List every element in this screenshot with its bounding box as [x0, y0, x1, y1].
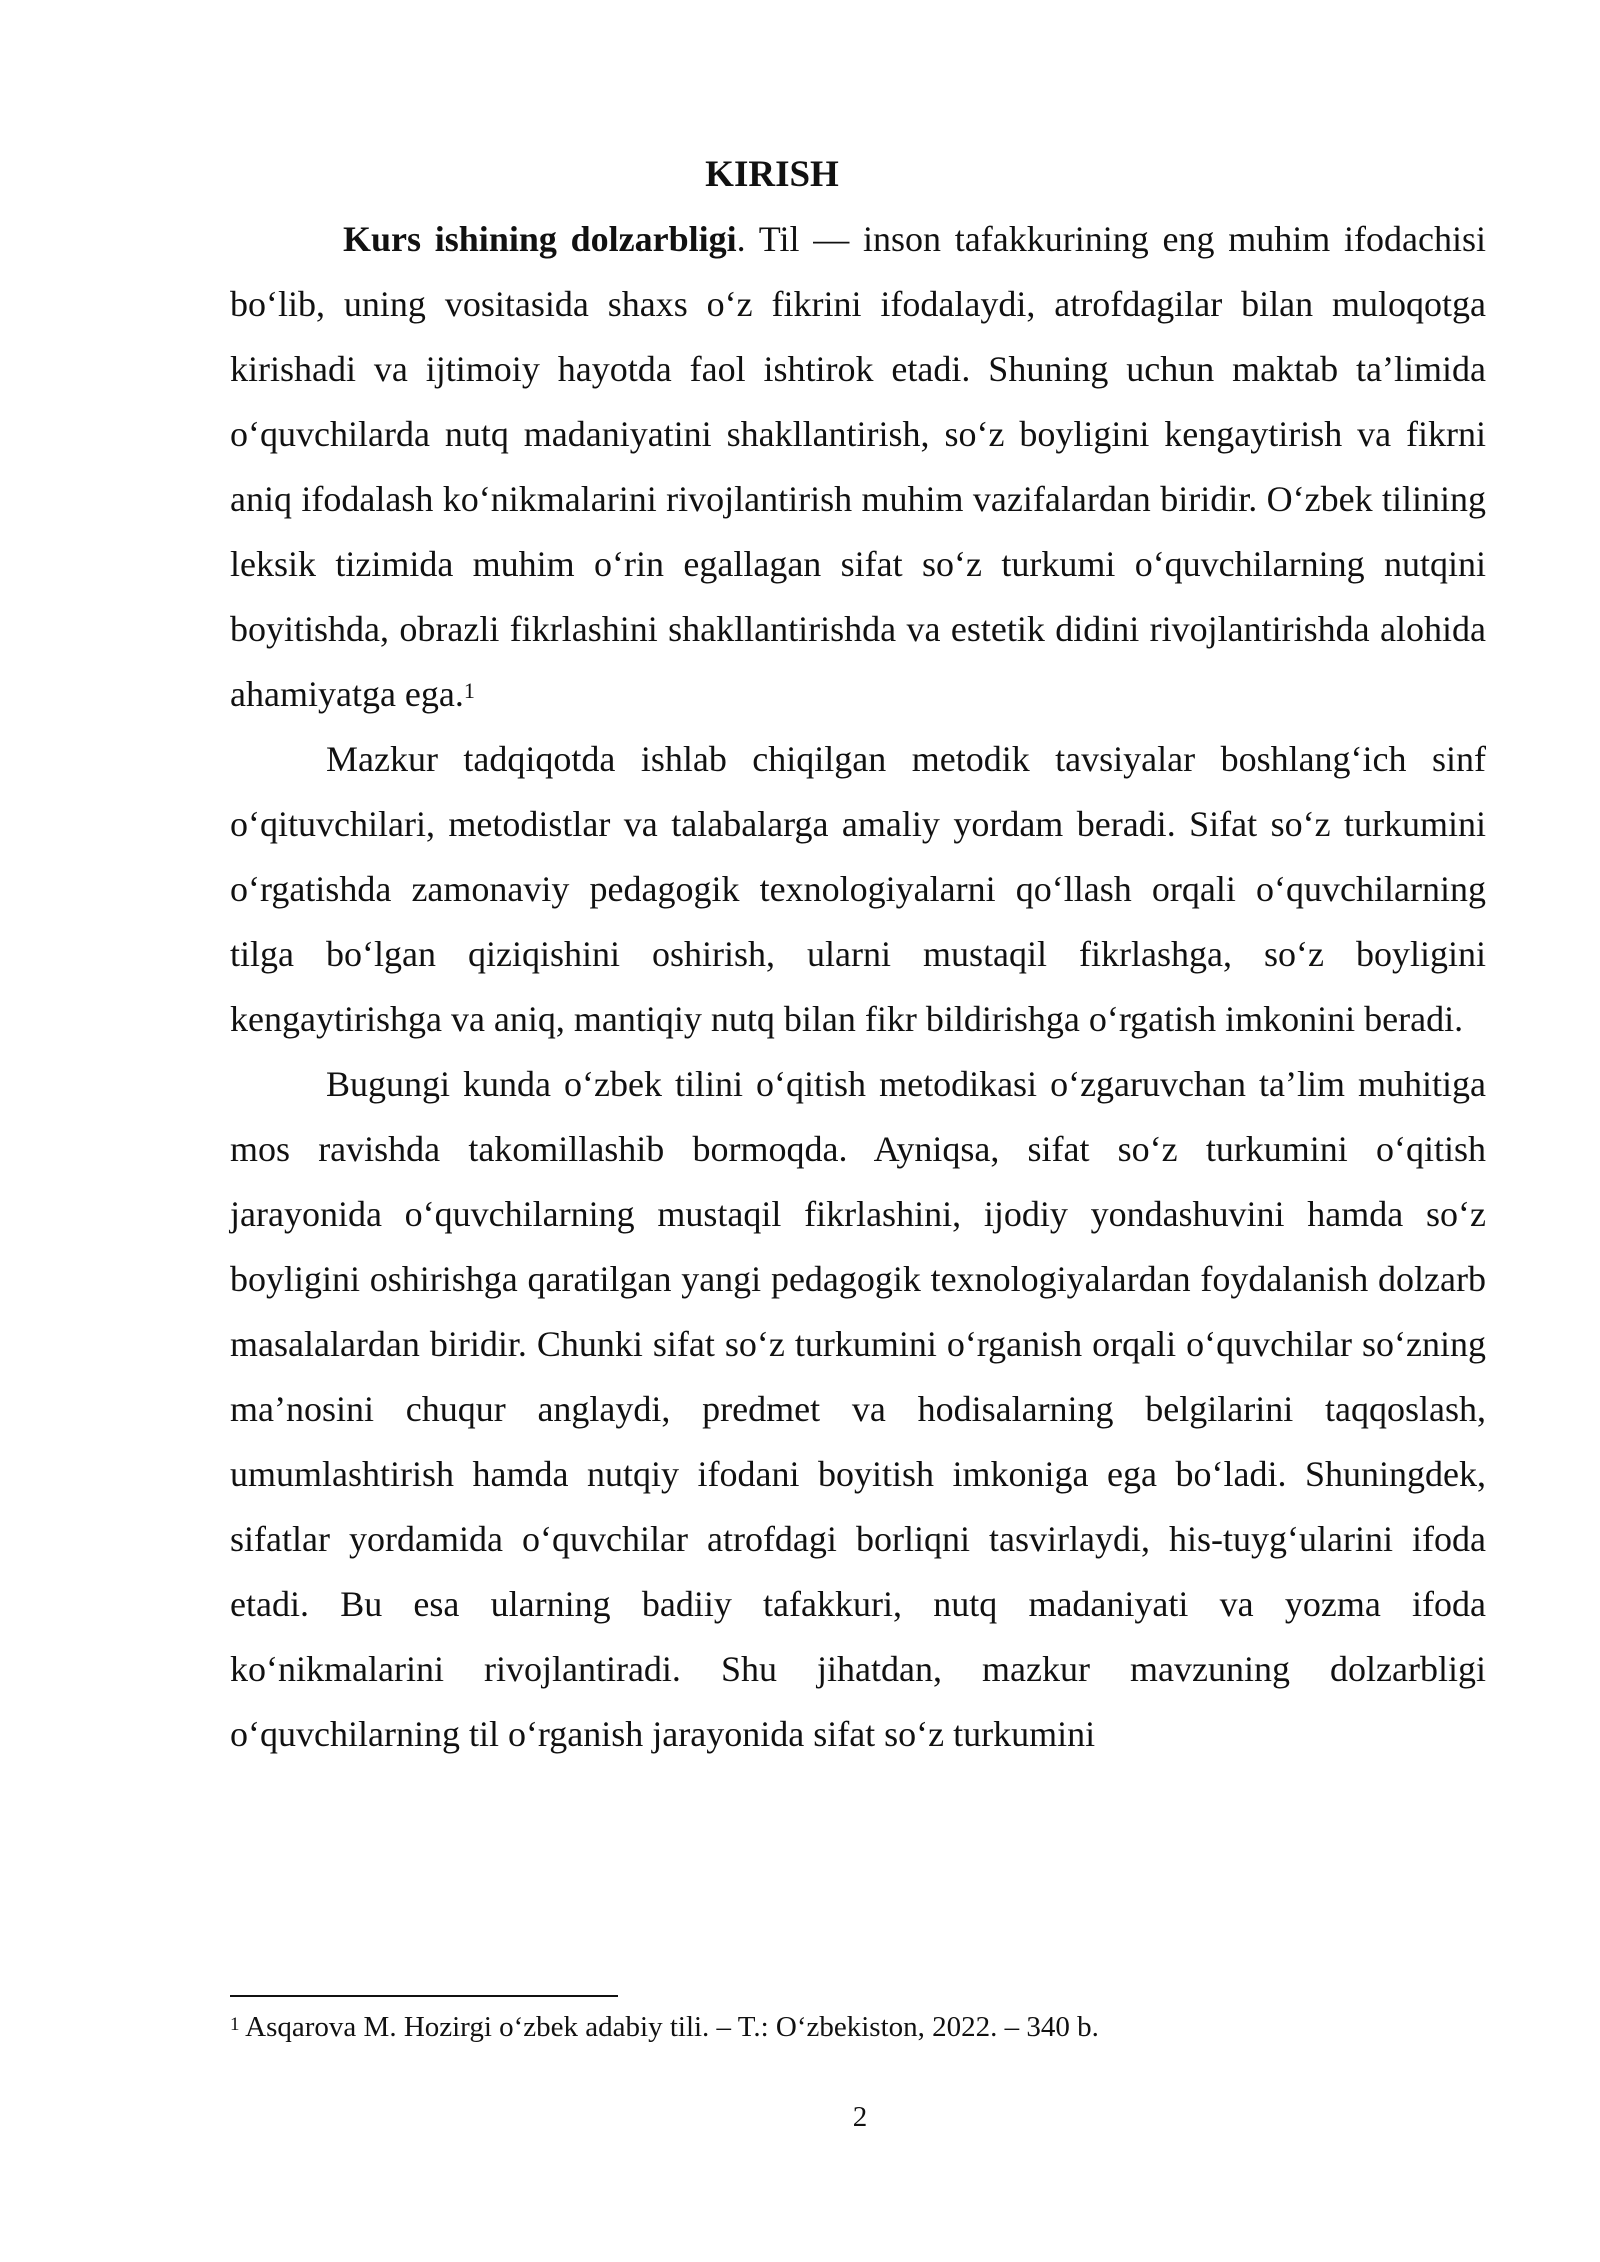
paragraph-lead: Kurs ishining dolzarbligi	[343, 219, 737, 259]
paragraph-relevance	[230, 207, 1486, 727]
footnote-reference[interactable]: 1	[463, 678, 475, 703]
footnote-separator	[230, 1995, 618, 1997]
paragraph-recommendations: Mazkur tadqiqotda ishlab chiqilgan metodik tavsiyalar boshlang‘ich sinf o‘qituvchilari, metodistlar va talabalarga amaliy yordam beradi. Sifat so‘z turkumini o‘rgatishda zamonaviy pedagogik texnologiyalarni qo‘llash orqali o‘quvchilarning tilga bo‘lgan qiziqishini oshirish, ularni mustaqil fikrlashga, so‘z boyligini kengaytirishga va aniq, mantiqiy nutq bilan fikr bildirishga o‘rgatish imkonini beradi.	[230, 739, 1486, 1039]
paragraph-text: . Til — inson tafakkurining eng muhim ifodachisi bo‘lib, uning vositasida shaxs o‘z fikrini ifodalaydi, atrofdagilar bilan muloqotga kirishadi va ijtimoiy hayotda faol ishtirok etadi. Shuning uchun maktab ta’limida o‘quvchilarda nutq madaniyatini shakllantirish, so‘z boyligini kengaytirish va fikrni aniq ifodalash ko‘nikmalarini rivojlantirish muhim vazifalardan biridir. O‘zbek tilining leksik tizimida muhim o‘rin egallagan sifat so‘z turkumi o‘quvchilarning nutqini boyitishda, obrazli fikrlashini shakllantirishda va estetik didini rivojlantirishda alohida ahamiyatga ega.	[230, 219, 1486, 714]
body-text	[230, 207, 1486, 1767]
page-number: 2	[852, 2101, 868, 2133]
paragraph-methodology: Bugungi kunda o‘zbek tilini o‘qitish metodikasi o‘zgaruvchan ta’lim muhitiga mos ravishda takomillashib bormoqda. Ayniqsa, sifat so‘z turkumini o‘qitish jarayonida o‘quvchilarning mustaqil fikrlashini, ijodiy yondashuvini hamda so‘z boyligini oshirishga qaratilgan yangi pedagogik texnologiyalardan foydalanish dolzarb masalalardan biridir. Chunki sifat so‘z turkumini o‘rganish orqali o‘quvchilar so‘zning ma’nosini chuqur anglaydi, predmet va hodisalarning belgilarini taqqoslash, umumlashtirish hamda nutqiy ifodani boyitish imkoniga ega bo‘ladi. Shuningdek, sifatlar yordamida o‘quvchilar atrofdagi borliqni tasvirlaydi, his-tuyg‘ularini ifoda etadi. Bu esa ularning badiiy tafakkuri, nutq madaniyati va yozma ifoda ko‘nikmalarini rivojlantiradi. Shu jihatdan, mazkur mavzuning dolzarbligi o‘quvchilarning til o‘rganish jarayonida sifat so‘z turkumini	[230, 1064, 1486, 1754]
footnote	[230, 2005, 1486, 2049]
footnote-text: Asqarova M. Hozirgi o‘zbek adabiy tili. – T.: O‘zbekiston, 2022. – 340 b.	[239, 2011, 1099, 2043]
section-heading: KIRISH	[705, 154, 839, 195]
footnote-mark: 1	[230, 2014, 240, 2035]
